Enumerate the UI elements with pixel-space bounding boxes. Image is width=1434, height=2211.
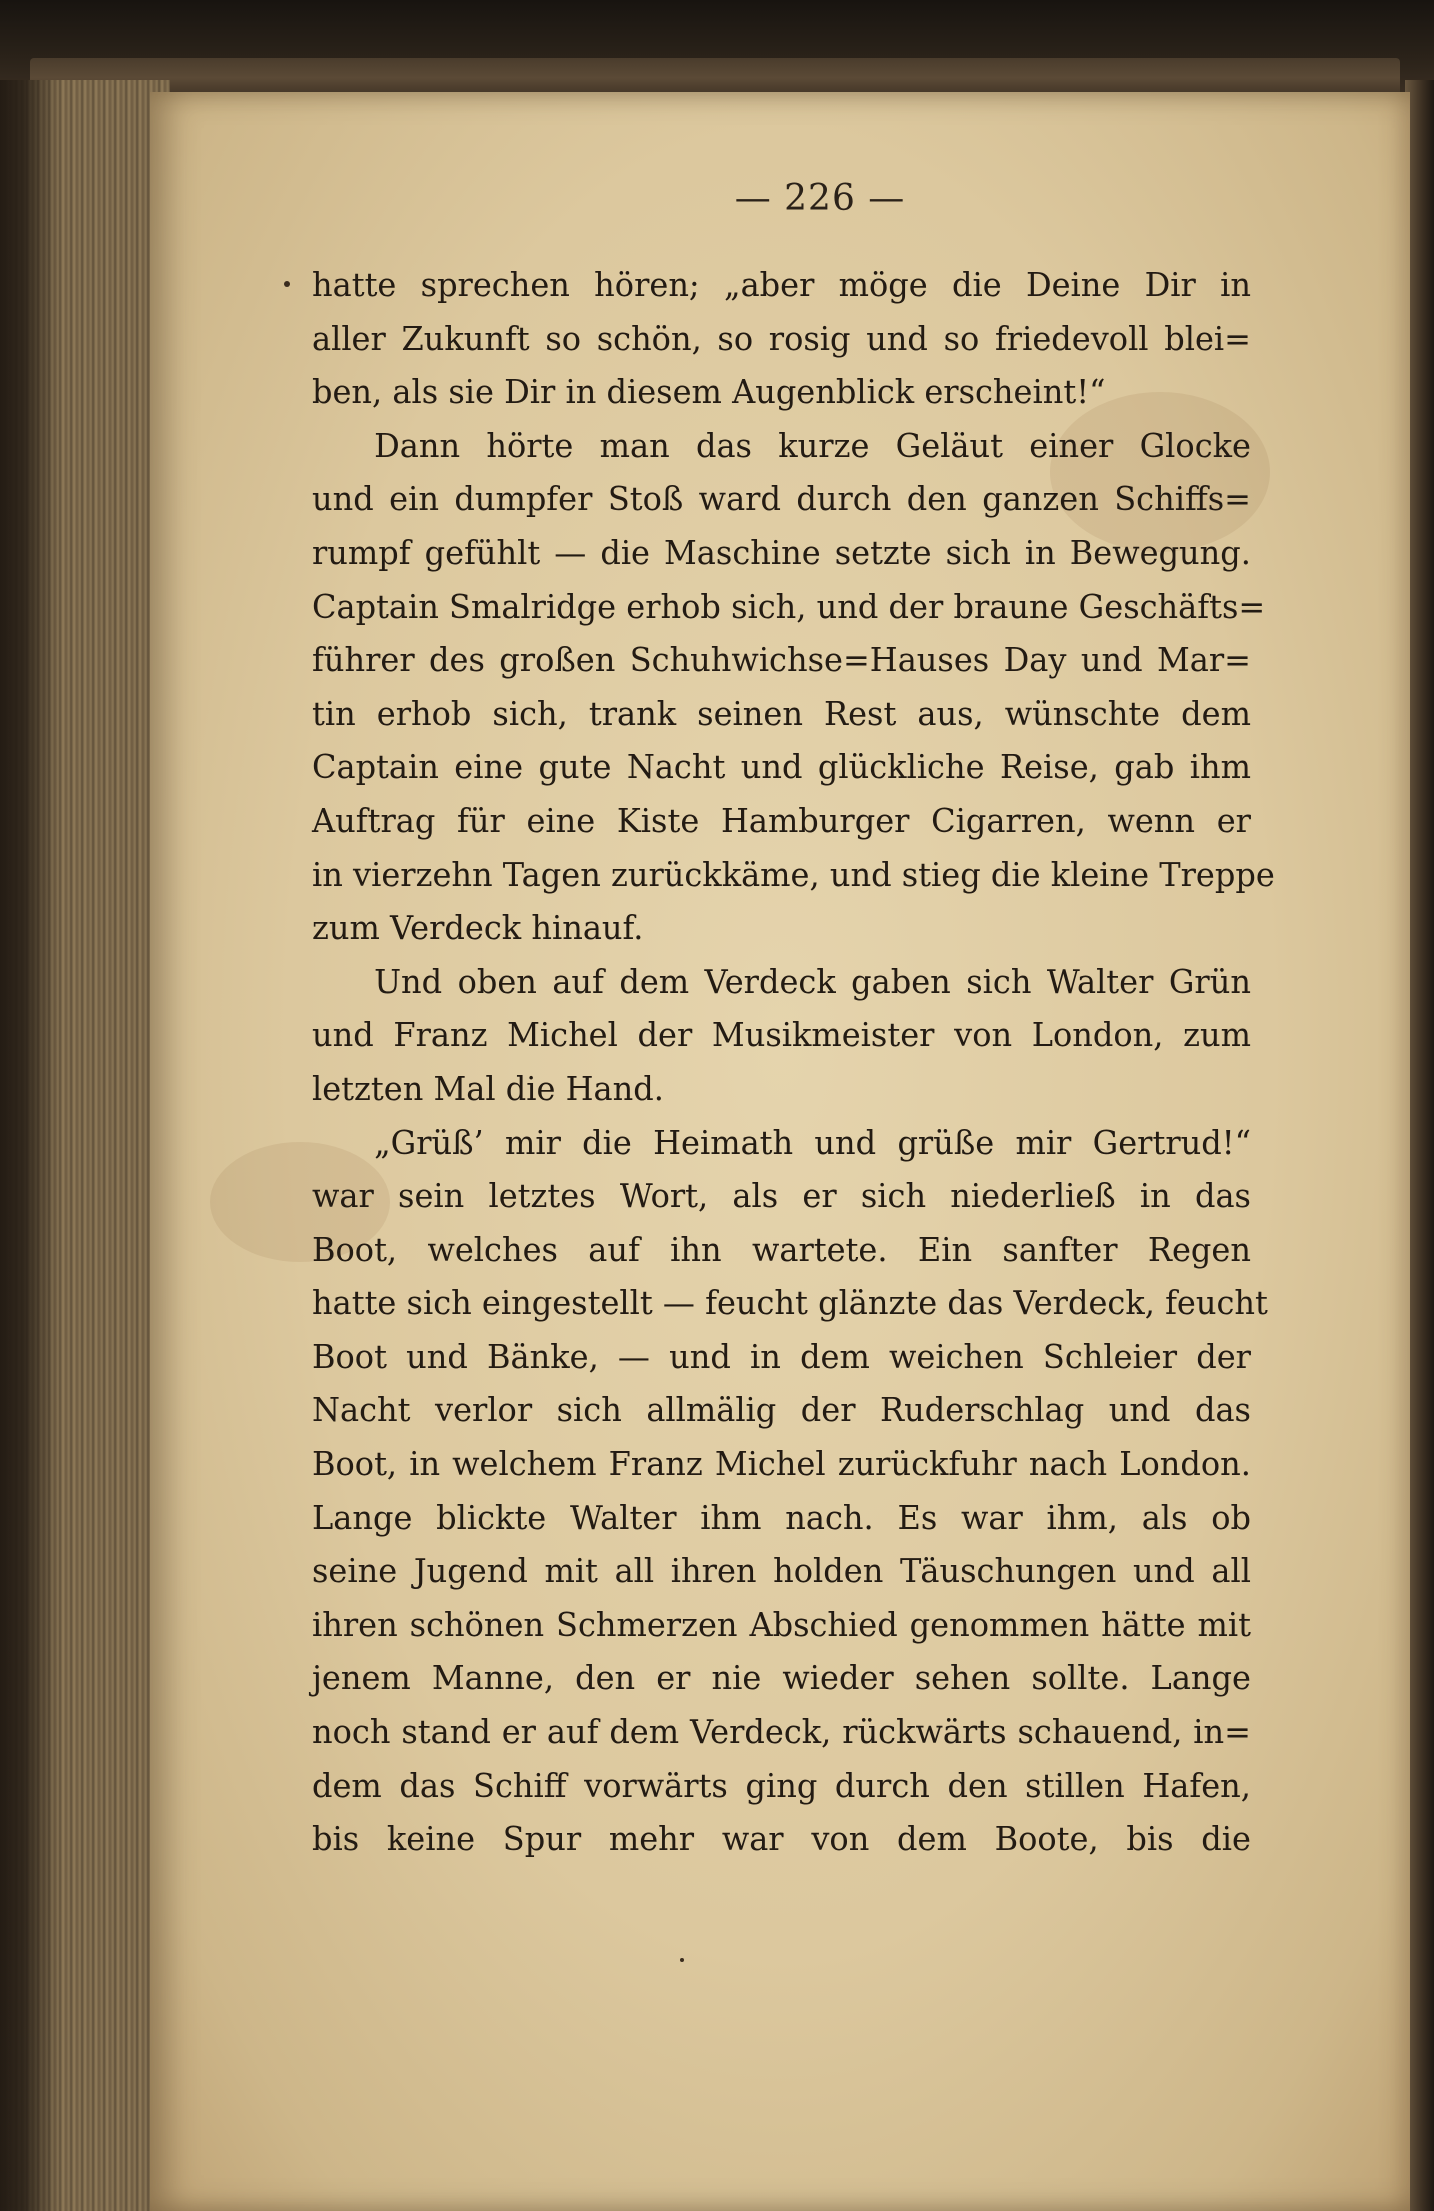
text-line: jenem Manne, den er nie wieder sehen sollte. Lange — [312, 1658, 1251, 1698]
text-line: Boot, welches auf ihn wartete. Ein sanfter Regen — [312, 1229, 1251, 1269]
text-line: Und oben auf dem Verdeck gaben sich Walter Grün — [374, 961, 1251, 1001]
text-line: tin erhob sich, trank seinen Rest aus, wünschte dem — [312, 693, 1251, 733]
text-line: rumpf gefühlt — die Maschine setzte sich in Bewegung. — [312, 532, 1251, 572]
binding-shadow — [0, 80, 60, 2211]
text-line: aller Zukunft so schön, so rosig und so friedevoll blei= — [312, 318, 1251, 358]
text-line: seine Jugend mit all ihren holden Täuschungen und all — [312, 1551, 1251, 1591]
text-line: dem das Schiff vorwärts ging durch den stillen Hafen, — [312, 1765, 1251, 1805]
text-line: „Grüß’ mir die Heimath und grüße mir Gertrud!“ — [374, 1122, 1251, 1162]
text-line: Nacht verlor sich allmälig der Ruderschlag und das — [312, 1390, 1251, 1430]
text-line: und ein dumpfer Stoß ward durch den ganzen Schiffs= — [312, 479, 1251, 519]
text-line: Boot, in welchem Franz Michel zurückfuhr nach London. — [312, 1444, 1251, 1484]
text-line: hatte sprechen hören; „aber möge die Deine Dir in — [312, 265, 1251, 304]
text-line: war sein letztes Wort, als er sich niederließ in das — [312, 1176, 1251, 1216]
text-line: in vierzehn Tagen zurückkäme, und stieg die kleine Treppe — [312, 854, 1275, 894]
page-number: — 226 — — [734, 178, 906, 219]
text-line: Lange blickte Walter ihm nach. Es war ihm, als ob — [312, 1497, 1251, 1537]
text-line: und Franz Michel der Musikmeister von London, zum — [312, 1015, 1251, 1055]
text-line: hatte sich eingestellt — feucht glänzte das Verdeck, feucht — [312, 1283, 1268, 1323]
ink-speck — [680, 1958, 684, 1962]
text-line: Captain eine gute Nacht und glückliche Reise, gab ihm — [312, 747, 1251, 787]
text-line: letzten Mal die Hand. — [312, 1068, 664, 1108]
text-line: ben, als sie Dir in diesem Augenblick erscheint!“ — [312, 372, 1106, 412]
text-line: Captain Smalridge erhob sich, und der braune Geschäfts= — [312, 586, 1266, 626]
text-line: ihren schönen Schmerzen Abschied genommen hätte mit — [312, 1604, 1251, 1644]
text-line: Dann hörte man das kurze Geläut einer Glocke — [374, 425, 1251, 465]
text-line: führer des großen Schuhwichse=Hauses Day und Mar= — [312, 640, 1251, 680]
margin-mark — [284, 281, 290, 287]
body-text — [312, 258, 1280, 1866]
text-line: noch stand er auf dem Verdeck, rückwärts schauend, in= — [312, 1712, 1251, 1752]
text-line: Auftrag für eine Kiste Hamburger Cigarren, wenn er — [312, 800, 1251, 840]
text-line: Boot und Bänke, — und in dem weichen Schleier der — [312, 1336, 1251, 1376]
text-line: zum Verdeck hinauf. — [312, 908, 644, 948]
text-line: bis keine Spur mehr war von dem Boote, bis die — [312, 1819, 1251, 1859]
